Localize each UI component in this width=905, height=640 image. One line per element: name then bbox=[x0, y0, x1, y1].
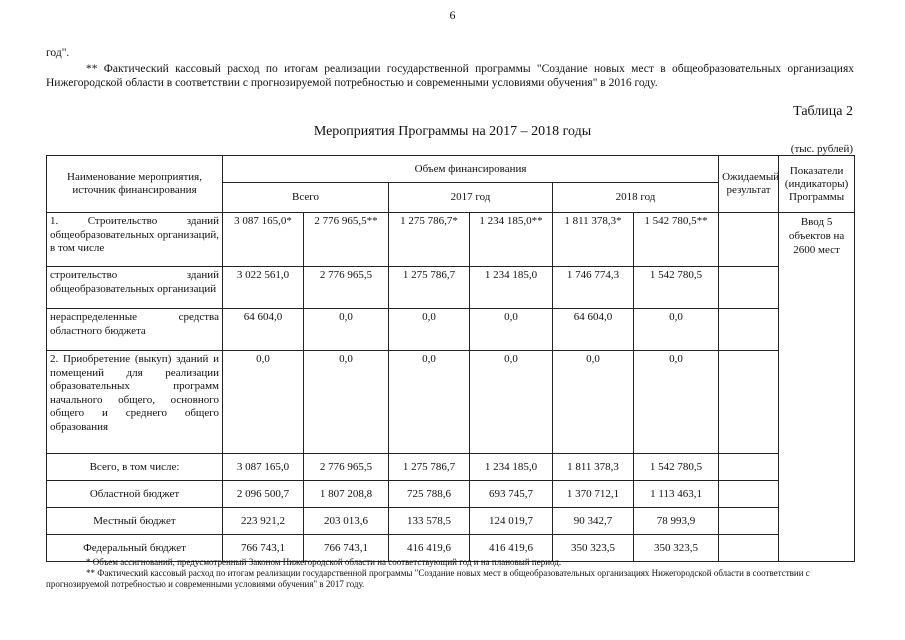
total-v5: 350 323,5 bbox=[553, 535, 634, 562]
row-2017-fact: 1 234 185,0 bbox=[470, 267, 553, 309]
header-total: Всего bbox=[223, 183, 389, 213]
row-2017-fact: 0,0 bbox=[470, 351, 553, 454]
row-2017-plan: 1 275 786,7 bbox=[389, 267, 470, 309]
intro-line: год". bbox=[46, 47, 70, 59]
row-total-fact: 0,0 bbox=[304, 309, 389, 351]
header-volume: Объем финансирования bbox=[223, 156, 719, 183]
header-2017: 2017 год bbox=[389, 183, 553, 213]
header-indicators: Показатели (индикаторы) Программы bbox=[779, 156, 855, 213]
total-row bbox=[47, 454, 855, 481]
total-v2: 1 807 208,8 bbox=[304, 481, 389, 508]
row-total-plan: 0,0 bbox=[223, 351, 304, 454]
total-v4: 693 745,7 bbox=[470, 481, 553, 508]
row-expected bbox=[719, 213, 779, 267]
total-v6: 350 323,5 bbox=[634, 535, 719, 562]
units-note: (тыс. рублей) bbox=[790, 143, 853, 155]
row-total-fact: 0,0 bbox=[304, 351, 389, 454]
total-v1: 223 921,2 bbox=[223, 508, 304, 535]
total-row bbox=[47, 481, 855, 508]
row-2018-fact: 1 542 780,5** bbox=[634, 213, 719, 267]
footnote-1: * Объем ассигнований, предусмотренный Законом Нижегородской области на соответствующий год и на плановый период. bbox=[86, 557, 562, 567]
footnote-2: ** Фактический кассовый расход по итогам реализации государственной программы "Создание новых мест в общеобразовательных организациях Нижегородской области в соответствии с прогнозируемой потребностью и современными условиями обучения" в 2017 году. bbox=[46, 568, 810, 589]
total-expected bbox=[719, 481, 779, 508]
total-v3: 725 788,6 bbox=[389, 481, 470, 508]
row-2017-plan: 0,0 bbox=[389, 351, 470, 454]
row-expected bbox=[719, 309, 779, 351]
table-label: Таблица 2 bbox=[793, 104, 853, 119]
row-total-plan: 64 604,0 bbox=[223, 309, 304, 351]
header-expected: Ожидаемый результат bbox=[719, 156, 779, 213]
total-v4: 124 019,7 bbox=[470, 508, 553, 535]
row-name: нераспределенные средства областного бюджета bbox=[47, 309, 223, 351]
indicator-cell: Ввод 5 объектов на 2600 мест bbox=[779, 213, 855, 562]
row-expected bbox=[719, 351, 779, 454]
total-v5: 1 370 712,1 bbox=[553, 481, 634, 508]
total-name: Федеральный бюджет bbox=[47, 535, 223, 562]
row-2018-fact: 0,0 bbox=[634, 309, 719, 351]
total-v1: 2 096 500,7 bbox=[223, 481, 304, 508]
table-row bbox=[47, 213, 855, 267]
total-v2: 2 776 965,5 bbox=[304, 454, 389, 481]
total-v5: 90 342,7 bbox=[553, 508, 634, 535]
total-v1: 766 743,1 bbox=[223, 535, 304, 562]
total-v6: 1 113 463,1 bbox=[634, 481, 719, 508]
row-name: 1. Строительство зданий общеобразовательных организаций, в том числе bbox=[47, 213, 223, 267]
table-row bbox=[47, 351, 855, 454]
table-row bbox=[47, 309, 855, 351]
total-v6: 1 542 780,5 bbox=[634, 454, 719, 481]
row-2017-plan: 0,0 bbox=[389, 309, 470, 351]
total-row bbox=[47, 508, 855, 535]
total-name: Областной бюджет bbox=[47, 481, 223, 508]
program-table bbox=[46, 155, 855, 562]
row-total-fact: 2 776 965,5** bbox=[304, 213, 389, 267]
table-row bbox=[47, 267, 855, 309]
total-v5: 1 811 378,3 bbox=[553, 454, 634, 481]
row-2018-plan: 1 811 378,3* bbox=[553, 213, 634, 267]
total-v1: 3 087 165,0 bbox=[223, 454, 304, 481]
intro-paragraph: ** Фактический кассовый расход по итогам реализации государственной программы "Создание новых мест в общеобразовательных организациях Нижегородской области в соответствии с прогнозируемой потребностью и современными условиями обучения" в 2016 году. bbox=[46, 63, 854, 89]
row-name: строительство зданий общеобразовательных организаций bbox=[47, 267, 223, 309]
row-2018-fact: 1 542 780,5 bbox=[634, 267, 719, 309]
header-row bbox=[47, 156, 855, 183]
row-2018-plan: 1 746 774,3 bbox=[553, 267, 634, 309]
row-2017-fact: 0,0 bbox=[470, 309, 553, 351]
page-number: 6 bbox=[449, 8, 456, 22]
total-v2: 203 013,6 bbox=[304, 508, 389, 535]
row-2018-plan: 64 604,0 bbox=[553, 309, 634, 351]
row-2018-plan: 0,0 bbox=[553, 351, 634, 454]
row-total-fact: 2 776 965,5 bbox=[304, 267, 389, 309]
total-v4: 1 234 185,0 bbox=[470, 454, 553, 481]
total-v6: 78 993,9 bbox=[634, 508, 719, 535]
row-expected bbox=[719, 267, 779, 309]
header-2018: 2018 год bbox=[553, 183, 719, 213]
row-name: 2. Приобретение (выкуп) зданий и помещений для реализации образовательных программ начального общего, основного общего и среднего общего образования bbox=[47, 351, 223, 454]
total-v3: 133 578,5 bbox=[389, 508, 470, 535]
total-v4: 416 419,6 bbox=[470, 535, 553, 562]
row-total-plan: 3 022 561,0 bbox=[223, 267, 304, 309]
total-name: Местный бюджет bbox=[47, 508, 223, 535]
total-expected bbox=[719, 508, 779, 535]
header-name: Наименование мероприятия, источник финансирования bbox=[47, 156, 223, 213]
row-total-plan: 3 087 165,0* bbox=[223, 213, 304, 267]
total-name: Всего, в том числе: bbox=[47, 454, 223, 481]
table-title: Мероприятия Программы на 2017 – 2018 годы bbox=[313, 124, 592, 139]
row-2018-fact: 0,0 bbox=[634, 351, 719, 454]
total-v3: 1 275 786,7 bbox=[389, 454, 470, 481]
row-2017-fact: 1 234 185,0** bbox=[470, 213, 553, 267]
total-v3: 416 419,6 bbox=[389, 535, 470, 562]
row-2017-plan: 1 275 786,7* bbox=[389, 213, 470, 267]
total-expected bbox=[719, 454, 779, 481]
total-v2: 766 743,1 bbox=[304, 535, 389, 562]
